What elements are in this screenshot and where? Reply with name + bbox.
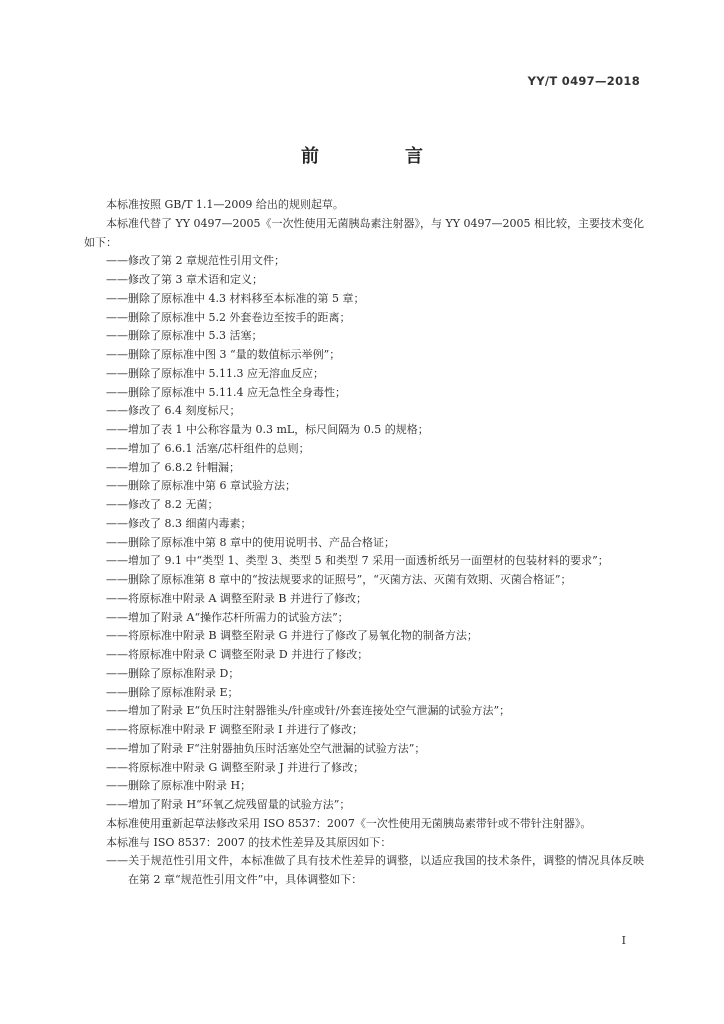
list-item: ——删除了原标准中 5.11.3 应无溶血反应； [106, 366, 324, 380]
paragraph: 本标准按照 GB/T 1.1—2009 给出的规则起草。 [106, 198, 344, 211]
list-item: ——删除了原标准第 8 章中的“按法规要求的证照号”，“灭菌方法、灭菌有效期、灭菌合格证”； [106, 573, 572, 586]
paragraph: 本标准与 ISO 8537：2007 的技术性差异及其原因如下： [106, 835, 392, 849]
list-item: ——删除了原标准中 5.11.4 应无急性全身毒性； [106, 385, 346, 399]
list-item: ——将原标准中附录 C 调整至附录 D 并进行了修改； [106, 648, 369, 661]
list-item: ——将原标准中附录 G 调整至附录 J 并进行了修改； [106, 760, 365, 774]
list-item: ——增加了附录 A“操作芯杆所需力的试验方法”； [106, 610, 349, 624]
list-item: ——增加了 6.8.2 针帽漏； [106, 460, 240, 474]
document-body [84, 196, 644, 890]
page-number: I [621, 934, 626, 947]
list-item: ——增加了附录 F“注射器抽负压时活塞处空气泄漏的试验方法”； [106, 741, 426, 755]
list-item: ——增加了表 1 中公称容量为 0.3 mL，标尺间隔为 0.5 的规格； [106, 423, 429, 436]
list-item: ——修改了 6.4 刻度标尺； [106, 404, 241, 418]
list-item: ——删除了原标准中第 8 章中的使用说明书、产品合格证； [106, 535, 395, 549]
list-item: ——将原标准中附录 A 调整至附录 B 并进行了修改； [106, 591, 368, 605]
list-item: ——增加了附录 E“负压时注射器锥头/针座或针/外套连接处空气泄漏的试验方法”； [106, 704, 511, 718]
differences-list [84, 852, 644, 890]
standard-code: YY/T 0497—2018 [527, 74, 640, 88]
changes-list [84, 252, 644, 815]
page-title: 前 言 [301, 146, 457, 167]
list-item: ——将原标准中附录 F 调整至附录 I 并进行了修改； [106, 723, 363, 736]
list-item: ——删除了原标准附录 E； [106, 685, 239, 699]
list-item: ——删除了原标准中 5.3 活塞； [106, 329, 263, 343]
paragraph: 本标准代替了 YY 0497—2005《一次性使用无菌胰岛素注射器》，与 YY 0497—2005 相比较，主要技术变化如下： [84, 216, 645, 249]
list-item: ——将原标准中附录 B 调整至附录 G 并进行了修改了易氧化物的制备方法； [106, 629, 478, 643]
list-item: ——删除了原标准中图 3 “量的数值标示举例”； [106, 348, 341, 361]
list-item: ——删除了原标准附录 D； [106, 666, 240, 680]
list-item: ——修改了 8.3 细菌内毒素； [106, 516, 252, 530]
list-item: ——删除了原标准中 4.3 材料移至本标准的第 5 章； [106, 291, 365, 305]
list-item: ——增加了附录 H“环氧乙烷残留量的试验方法”； [106, 798, 351, 811]
paragraph: 本标准使用重新起草法修改采用 ISO 8537：2007《一次性使用无菌胰岛素带针或不带针注射器》。 [106, 816, 592, 830]
list-item: ——关于规范性引用文件，本标准做了具有技术性差异的调整，以适应我国的技术条件，调整的情况具体反映在第 2 章“规范性引用文件”中，具体调整如下： [106, 854, 644, 886]
list-item: ——增加了 6.6.1 活塞/芯杆组件的总则； [106, 441, 310, 455]
list-item: ——增加了 9.1 中“类型 1、类型 3、类型 5 和类型 7 采用一面透析纸另一面塑材的包装材料的要求”； [106, 554, 609, 568]
list-item: ——修改了第 3 章术语和定义； [106, 273, 263, 286]
list-item: ——修改了第 2 章规范性引用文件； [106, 254, 285, 268]
list-item: ——修改了 8.2 无菌； [106, 498, 219, 511]
list-item: ——删除了原标准中附录 H； [106, 779, 252, 793]
list-item: ——删除了原标准中 5.2 外套卷边至按手的距离； [106, 310, 351, 324]
list-item: ——删除了原标准中第 6 章试验方法； [106, 479, 296, 493]
